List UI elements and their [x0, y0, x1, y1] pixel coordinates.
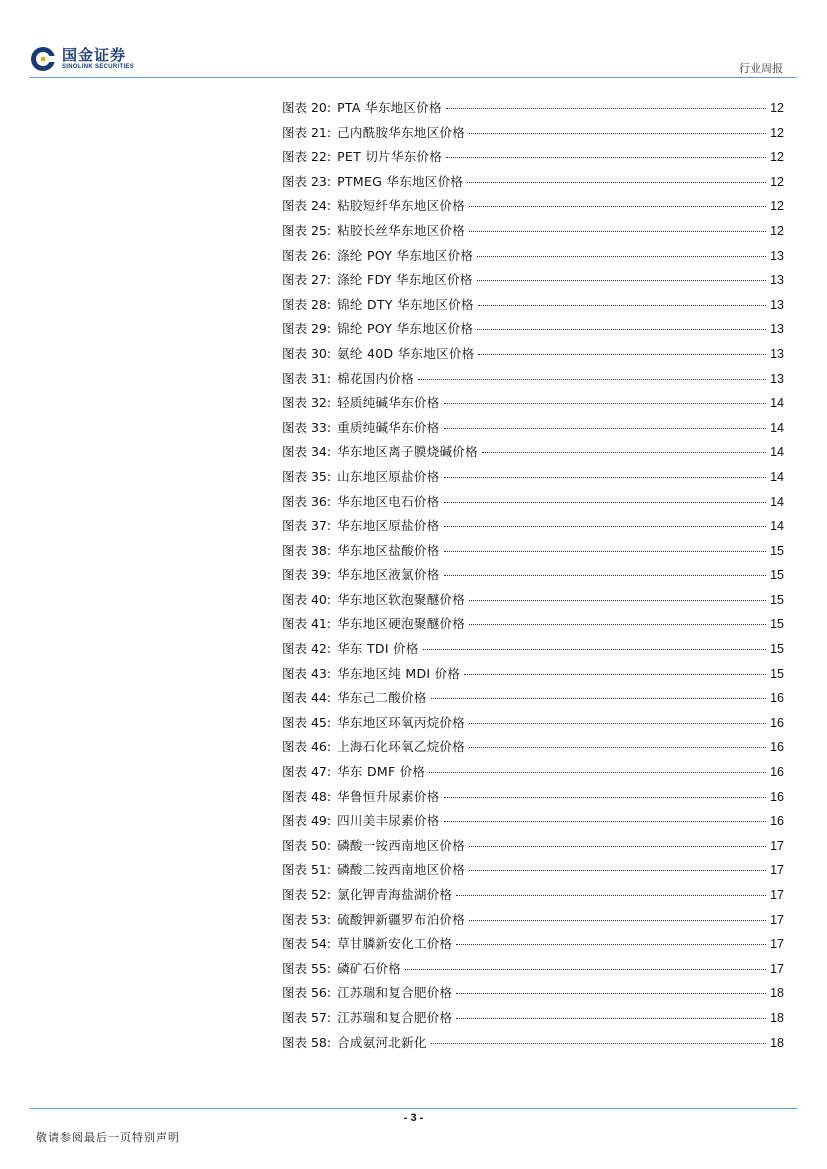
toc-entry-label: 图表 38:: [282, 542, 332, 558]
toc-entry-page: 16: [770, 765, 784, 780]
toc-entry-title: PTMEG 华东地区价格: [337, 173, 464, 189]
toc-entry[interactable]: [282, 713, 784, 738]
toc-entry-label: 图表 30:: [282, 345, 332, 361]
toc-entry-label: 图表 31:: [282, 370, 332, 386]
toc-entry-title: 江苏瑞和复合肥价格: [337, 985, 453, 1001]
toc-entry-page: 13: [770, 248, 784, 263]
disclaimer-text: 敬请参阅最后一页特别声明: [36, 1131, 180, 1144]
toc-dot-leader: [464, 674, 766, 675]
toc-dot-leader: [469, 723, 766, 724]
toc-entry-label: 图表 56:: [282, 985, 332, 1001]
toc-entry-page: 15: [770, 666, 784, 681]
toc-entry-label: 图表 47:: [282, 764, 332, 780]
toc-entry-title: 华东地区离子膜烧碱价格: [337, 444, 478, 460]
toc-dot-leader: [477, 280, 766, 281]
sinolink-logo-icon: [30, 46, 56, 72]
toc-entry-label: 图表 48:: [282, 788, 332, 804]
toc-dot-leader: [469, 920, 766, 921]
toc-dot-leader: [444, 403, 767, 404]
toc-entry[interactable]: [282, 910, 784, 935]
toc-entry-label: 图表 43:: [282, 665, 332, 681]
toc-entry[interactable]: [282, 295, 784, 320]
toc-entry-title: 氨纶 40D 华东地区价格: [337, 345, 475, 361]
toc-dot-leader: [469, 231, 766, 232]
toc-entry[interactable]: [282, 959, 784, 984]
toc-dot-leader: [405, 969, 766, 970]
toc-dot-leader: [429, 772, 766, 773]
toc-entry-title: 硫酸钾新疆罗布泊价格: [337, 911, 466, 927]
toc-entry-label: 图表 26:: [282, 247, 332, 263]
toc-entry[interactable]: [282, 221, 784, 246]
toc-entry-title: 己内酰胺华东地区价格: [337, 124, 466, 140]
toc-entry-label: 图表 23:: [282, 173, 332, 189]
toc-entry-label: 图表 41:: [282, 616, 332, 632]
toc-entry[interactable]: [282, 1033, 784, 1058]
toc-entry[interactable]: [282, 541, 784, 566]
toc-entry[interactable]: [282, 737, 784, 762]
toc-dot-leader: [444, 575, 767, 576]
toc-dot-leader: [469, 747, 766, 748]
toc-entry-label: 图表 44:: [282, 690, 332, 706]
toc-entry-title: 锦纶 POY 华东地区价格: [337, 321, 474, 337]
toc-entry-page: 15: [770, 543, 784, 558]
toc-entry-label: 图表 53:: [282, 911, 332, 927]
header-divider: [30, 77, 797, 78]
toc-entry-page: 14: [770, 420, 784, 435]
toc-entry-title: 粘胶长丝华东地区价格: [337, 222, 466, 238]
toc-entry-label: 图表 57:: [282, 1009, 332, 1025]
toc-dot-leader: [444, 797, 767, 798]
toc-entry-label: 图表 35:: [282, 468, 332, 484]
toc-entry-page: 15: [770, 568, 784, 583]
toc-entry-page: 14: [770, 494, 784, 509]
toc-entry[interactable]: [282, 639, 784, 664]
toc-entry-title: 华东地区纯 MDI 价格: [337, 665, 461, 681]
toc-dot-leader: [431, 698, 766, 699]
toc-dot-leader: [478, 305, 766, 306]
toc-entry-page: 17: [770, 912, 784, 927]
toc-entry[interactable]: [282, 393, 784, 418]
toc-entry[interactable]: [282, 344, 784, 369]
toc-dot-leader: [456, 1018, 766, 1019]
toc-dot-leader: [444, 428, 767, 429]
toc-entry-page: 13: [770, 371, 784, 386]
toc-entry-title: 华东地区环氧丙烷价格: [337, 714, 466, 730]
toc-entry-page: 15: [770, 617, 784, 632]
toc-entry-title: PTA 华东地区价格: [337, 100, 442, 115]
toc-entry-label: 图表 22:: [282, 149, 332, 165]
toc-entry-title: 江苏瑞和复合肥价格: [337, 1009, 453, 1025]
toc-entry[interactable]: [282, 270, 784, 295]
toc-dot-leader: [444, 477, 767, 478]
toc-entry-label: 图表 32:: [282, 395, 332, 411]
toc-entry-title: 华东地区电石价格: [337, 493, 440, 509]
toc-entry-title: 草甘膦新安化工价格: [337, 936, 453, 952]
toc-entry-title: 轻质纯碱华东价格: [337, 395, 440, 411]
toc-entry-title: 涤纶 POY 华东地区价格: [337, 247, 474, 263]
toc-entry-page: 12: [770, 199, 784, 214]
toc-entry-title: 华鲁恒升尿素价格: [337, 788, 440, 804]
toc-entry-page: 15: [770, 642, 784, 657]
toc-dot-leader: [467, 182, 766, 183]
toc-entry-title: 涤纶 FDY 华东地区价格: [337, 272, 473, 288]
logo-chinese-name: 国金证券: [62, 46, 127, 64]
toc-entry[interactable]: [282, 442, 784, 467]
toc-entry-label: 图表 29:: [282, 321, 332, 337]
toc-entry-page: 17: [770, 888, 784, 902]
toc-dot-leader: [477, 256, 766, 257]
toc-dot-leader: [456, 993, 766, 994]
toc-entry-label: 图表 52:: [282, 887, 332, 902]
toc-entry-label: 图表 51:: [282, 862, 332, 878]
toc-entry-page: 16: [770, 715, 784, 730]
toc-entry[interactable]: [282, 983, 784, 1008]
page-number: - 3 -: [403, 1112, 424, 1124]
toc-entry-page: 13: [770, 297, 784, 312]
toc-dot-leader: [444, 821, 767, 822]
figure-list: [282, 98, 784, 1057]
toc-entry-label: 图表 25:: [282, 222, 332, 238]
toc-dot-leader: [456, 895, 766, 896]
toc-entry-page: 16: [770, 691, 784, 706]
toc-entry-title: 磷酸一铵西南地区价格: [337, 837, 466, 853]
toc-entry-page: 14: [770, 396, 784, 411]
toc-entry-page: 12: [770, 150, 784, 165]
toc-dot-leader: [444, 551, 767, 552]
toc-dot-leader: [478, 354, 766, 355]
toc-entry-page: 18: [770, 1035, 784, 1050]
toc-dot-leader: [469, 600, 766, 601]
toc-entry[interactable]: [282, 147, 784, 172]
toc-entry-label: 图表 54:: [282, 936, 332, 952]
toc-dot-leader: [446, 157, 766, 158]
toc-dot-leader: [446, 108, 766, 109]
toc-entry-title: 华东地区液氯价格: [337, 567, 440, 583]
toc-entry-title: 华东地区原盐价格: [337, 518, 440, 534]
toc-entry-label: 图表 39:: [282, 567, 332, 583]
toc-dot-leader: [444, 526, 767, 527]
toc-entry-page: 16: [770, 740, 784, 755]
toc-entry[interactable]: [282, 196, 784, 221]
toc-entry-title: 华东地区硬泡聚醚价格: [337, 616, 466, 632]
toc-entry-title: 磷矿石价格: [337, 960, 402, 976]
toc-entry-label: 图表 21:: [282, 124, 332, 140]
toc-entry-title: 山东地区原盐价格: [337, 468, 440, 484]
toc-entry[interactable]: [282, 664, 784, 689]
toc-entry-page: 14: [770, 519, 784, 534]
toc-entry[interactable]: [282, 319, 784, 344]
toc-entry[interactable]: [282, 516, 784, 541]
toc-entry-title: 氯化钾青海盐湖价格: [337, 887, 453, 902]
toc-dot-leader: [469, 846, 766, 847]
toc-dot-leader: [469, 624, 766, 625]
toc-entry-title: 华东 TDI 价格: [337, 641, 419, 657]
toc-entry-label: 图表 37:: [282, 518, 332, 534]
toc-dot-leader: [469, 133, 766, 134]
toc-entry-title: 上海石化环氧乙烷价格: [337, 739, 466, 755]
toc-dot-leader: [418, 379, 766, 380]
toc-entry-title: 四川美丰尿素价格: [337, 813, 440, 829]
toc-entry-label: 图表 27:: [282, 272, 332, 288]
toc-entry-label: 图表 55:: [282, 960, 332, 976]
toc-entry-label: 图表 45:: [282, 714, 332, 730]
company-logo: [30, 46, 134, 72]
toc-entry[interactable]: [282, 934, 784, 959]
toc-entry-label: 图表 49:: [282, 813, 332, 829]
toc-entry-page: 13: [770, 346, 784, 361]
toc-entry-label: 图表 34:: [282, 444, 332, 460]
report-type-label: 行业周报: [739, 62, 783, 75]
toc-entry-label: 图表 40:: [282, 591, 332, 607]
toc-entry-page: 14: [770, 469, 784, 484]
toc-entry-title: 粘胶短纤华东地区价格: [337, 198, 466, 214]
toc-entry-title: 华东地区盐酸价格: [337, 542, 440, 558]
toc-entry[interactable]: [282, 688, 784, 713]
toc-dot-leader: [423, 649, 766, 650]
toc-entry-title: PET 切片华东价格: [337, 149, 443, 165]
toc-entry-page: 18: [770, 1010, 784, 1025]
toc-entry[interactable]: [282, 614, 784, 639]
toc-dot-leader: [444, 502, 767, 503]
toc-entry-page: 14: [770, 445, 784, 460]
toc-entry[interactable]: [282, 811, 784, 836]
toc-dot-leader: [469, 870, 766, 871]
toc-entry-page: 12: [770, 174, 784, 189]
toc-entry-page: 18: [770, 986, 784, 1001]
toc-entry-page: 12: [770, 125, 784, 140]
toc-entry[interactable]: [282, 590, 784, 615]
toc-entry-title: 华东 DMF 价格: [337, 764, 426, 780]
toc-entry-title: 重质纯碱华东价格: [337, 419, 440, 435]
toc-entry-label: 图表 33:: [282, 419, 332, 435]
toc-dot-leader: [482, 452, 766, 453]
toc-entry-page: 13: [770, 273, 784, 288]
toc-entry-label: 图表 24:: [282, 198, 332, 214]
toc-entry-label: 图表 20:: [282, 100, 332, 115]
toc-entry[interactable]: [282, 467, 784, 492]
footer-divider: [30, 1108, 797, 1109]
toc-entry-label: 图表 58:: [282, 1034, 332, 1050]
toc-entry-page: 12: [770, 101, 784, 115]
toc-entry-page: 13: [770, 322, 784, 337]
toc-entry-title: 棉花国内价格: [337, 370, 414, 386]
toc-entry[interactable]: [282, 246, 784, 271]
toc-dot-leader: [431, 1043, 766, 1044]
toc-dot-leader: [469, 206, 766, 207]
toc-entry[interactable]: [282, 787, 784, 812]
toc-entry-label: 图表 28:: [282, 296, 332, 312]
toc-entry[interactable]: [282, 98, 784, 123]
toc-entry-label: 图表 42:: [282, 641, 332, 657]
toc-entry-page: 12: [770, 223, 784, 238]
toc-entry[interactable]: [282, 492, 784, 517]
toc-entry-page: 16: [770, 814, 784, 829]
toc-dot-leader: [477, 329, 766, 330]
toc-entry[interactable]: [282, 418, 784, 443]
toc-dot-leader: [456, 944, 766, 945]
toc-entry-label: 图表 50:: [282, 837, 332, 853]
toc-entry[interactable]: [282, 369, 784, 394]
toc-entry[interactable]: [282, 836, 784, 861]
toc-entry-title: 合成氨河北新化: [337, 1034, 427, 1050]
toc-entry-page: 17: [770, 937, 784, 952]
logo-english-name: SINOLINK SECURITIES: [62, 64, 135, 70]
toc-entry-label: 图表 46:: [282, 739, 332, 755]
toc-entry-page: 17: [770, 838, 784, 853]
page-header: [0, 0, 827, 80]
toc-entry-page: 17: [770, 863, 784, 878]
toc-entry[interactable]: [282, 565, 784, 590]
toc-entry-title: 华东地区软泡聚醚价格: [337, 591, 466, 607]
toc-entry-title: 华东己二酸价格: [337, 690, 427, 706]
toc-entry[interactable]: [282, 885, 784, 910]
toc-entry-title: 磷酸二铵西南地区价格: [337, 862, 466, 878]
toc-entry-page: 15: [770, 592, 784, 607]
toc-entry[interactable]: [282, 762, 784, 787]
toc-entry-title: 锦纶 DTY 华东地区价格: [337, 296, 474, 312]
toc-entry[interactable]: [282, 860, 784, 885]
toc-entry[interactable]: [282, 123, 784, 148]
toc-entry-page: 17: [770, 961, 784, 976]
toc-entry[interactable]: [282, 172, 784, 197]
toc-entry[interactable]: [282, 1008, 784, 1033]
toc-entry-label: 图表 36:: [282, 493, 332, 509]
toc-entry-page: 16: [770, 789, 784, 804]
